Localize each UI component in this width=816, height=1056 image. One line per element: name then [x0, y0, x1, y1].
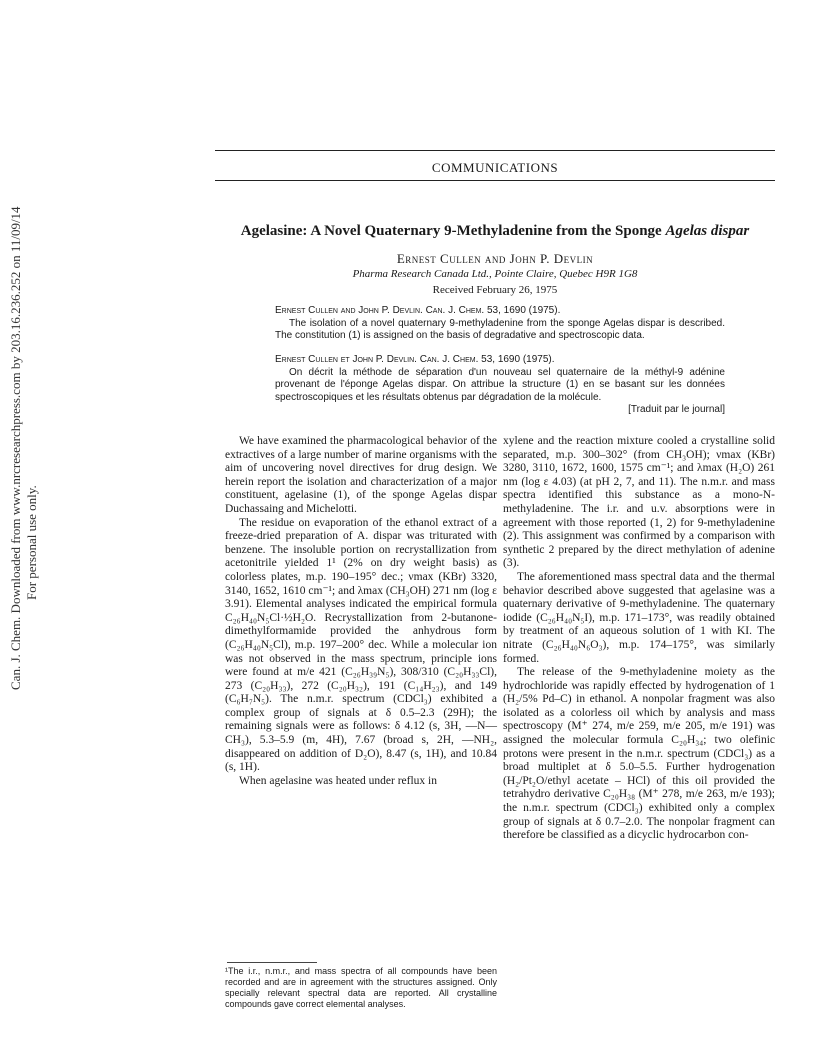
watermark-line-1: Can. J. Chem. Downloaded from www.nrcresearchpress.com by 203.16.236.252 on 11/09/14 — [8, 206, 23, 690]
paragraph: When agelasine was heated under reflux in — [239, 774, 437, 787]
abstract-en-citation: Ernest Cullen and John P. Devlin. Can. J. Chem. 53, 1690 (1975). — [275, 305, 561, 316]
paragraph: xylene and the reaction mixture cooled a crystalline solid separated, m.p. 300–302° (from CH₃OH); νmax (KBr) 3280, 3110, 1672, 1600, 1575 cm⁻¹; and λmax (H₂O) 261 nm (log ε 4.03) (at pH 2, 7, and 11). The n.m.r. and mass spectra identified this substance as a mono-N-methyladenine. The i.r. and u.v. absorptions were in agreement with those reported (1, 2) for 9-methyladenine (2). This assignment was confirmed by a comparison with synthetic 2 prepared by the direct methylation of adenine (3). — [503, 435, 775, 570]
article-title-main: Agelasine: A Novel Quaternary 9-Methyladenine from the Sponge — [240, 223, 666, 239]
paragraph: We have examined the pharmacological behavior of the extractives of a large number of marine organisms with the aim of uncovering novel directives for drug design. We herein report the isolation and characterization of a major constituent, agelasine (1), of the sponge Agelas dispar Duchassaing and Michelotti. — [225, 435, 497, 515]
article-title — [215, 223, 775, 240]
header-rule-top — [215, 150, 775, 151]
section-heading: COMMUNICATIONS — [431, 160, 559, 175]
abstract-fr-text: On décrit la méthode de séparation d'un nouveau sel quaternaire de la méthyl-9 adénine provenant de l'éponge Agelas dispar. On attribue la structure (1) en se basant sur les données spectroscopiques et les résultats obtenus par dégradation de la molécule. — [275, 366, 725, 403]
paragraph: The release of the 9-methyladenine moiety as the hydrochloride was rapidly effected by hydrogenation of 1 (H₂/5% Pd–C) in ethanol. A nonpolar fragment was also isolated as a colorless oil which by analysis and mass spectroscopy (M⁺ 274, m/e 259, m/e 205, m/e 191) was assigned the molecular formula C₂₀H₃₄; two olefinic protons were present in the n.m.r. spectrum (CDCl₃) as a broad multiplet at δ 5.0–5.5. Further hydrogenation (H₂/Pt₂O/ethyl acetate – HCl) of this oil provided the tetrahydro derivative C₂₀H₃₈ (M⁺ 278, m/e 263, m/e 193); the n.m.r. spectrum (CDCl₃) exhibited only a complex group of signals at δ 0.7–2.0. The nonpolar fragment can therefore be classified as a dicyclic hydrocarbon con- — [503, 666, 775, 842]
abstract-english — [275, 305, 725, 343]
paragraph: The residue on evaporation of the ethanol extract of a freeze-dried preparation of A. dispar was triturated with benzene. The insoluble portion on recrystallization from acetonitrile yielded 1¹ (2% on dry weight basis) as colorless plates, m.p. 190–195° dec.; νmax (KBr) 3320, 3140, 1652, 1610 cm⁻¹; and λmax (CH₃OH) 271 nm (log ε 3.91). Elemental analyses indicated the empirical formula C₂₆H₄₀N₅Cl·½H₂O. Recrystallization from 2-butanone-dimethylformamide provided the anhydrous form (C₂₆H₄₀N₅Cl), m.p. 197–200° dec. While a molecular ion was not observed in the mass spectrum, principle ions were found at m/e 421 (C₂₆H₃₉N₅), 308/310 (C₂₀H₃₃Cl), 273 (C₂₀H₃₃), 272 (C₂₀H₃₂), 191 (C₁₄H₂₃), and 149 (C₆H₇N₅). The n.m.r. spectrum (CDCl₃) exhibited a complex group of signals at δ 0.5–2.3 (29H); the remaining signals were as follows: δ 4.12 (s, 3H, —N—CH₃), 5.3–5.9 (m, 4H), 7.67 (broad s, 2H, —NH₂, disappeared on addition of D₂O), 8.47 (s, 1H), and 10.84 (s, 1H). — [225, 516, 497, 774]
footnote-rule — [227, 962, 317, 963]
abstract-french — [275, 354, 725, 417]
author-affiliation: Pharma Research Canada Ltd., Pointe Claire, Quebec H9R 1G8 — [352, 268, 638, 280]
article-title-species: Agelas dispar — [665, 223, 750, 239]
footnote: ¹The i.r., n.m.r., and mass spectra of all compounds have been recorded and are in agreement with the structures assigned. Only specially relevant spectral data are reported. All crystalline compounds gave correct elemental analyses. — [225, 966, 497, 1009]
watermark-line-2: For personal use only. — [24, 485, 39, 600]
header-rule-bottom — [215, 180, 775, 181]
received-date: Received February 26, 1975 — [432, 284, 558, 296]
body-column-right — [503, 435, 775, 843]
paragraph: The aforementioned mass spectral data and the thermal behavior described above suggested that agelasine was a quaternary derivative of 9-methyladenine. The quaternary iodide (C₂₆H₄₀N₅I), m.p. 171–173°, was readily obtained by treatment of an aqueous solution of 1 with KI. The nitrate (C₂₆H₄₀N₆O₃), m.p. 174–175°, was similarly formed. — [503, 570, 775, 665]
article-authors: Ernest Cullen and John P. Devlin — [396, 251, 594, 266]
download-watermark — [0, 0, 40, 700]
body-column-left — [225, 435, 497, 788]
abstract-en-text: The isolation of a novel quaternary 9-methyladenine from the sponge Agelas dispar is described. The constitution (1) is assigned on the basis of degradative and spectroscopic data. — [275, 317, 725, 341]
abstract-fr-citation: Ernest Cullen et John P. Devlin. Can. J. Chem. 53, 1690 (1975). — [275, 354, 555, 365]
translation-note: [Traduit par le journal] — [628, 404, 725, 415]
